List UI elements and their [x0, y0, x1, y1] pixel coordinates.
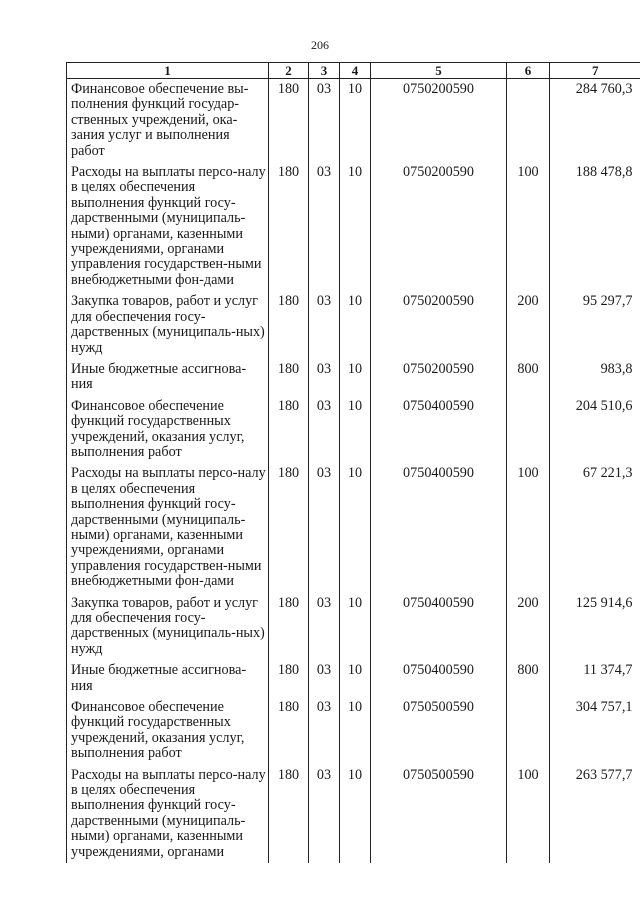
row-name-cell: Иные бюджетные ассигнова-ния: [67, 359, 269, 396]
row-code-cell: 200: [507, 593, 550, 661]
column-header: 1: [67, 63, 269, 79]
row-name-cell: Финансовое обеспечение функций государственных учреждений, оказания услуг, выполнения работ: [67, 396, 269, 464]
row-code-cell: 03: [309, 660, 340, 697]
row-name-cell: Расходы на выплаты персо-налу в целях обеспечения выполнения функций госу-дарственными (муниципаль-ными) органами, казенными учреждениями, органами управления государствен-ными внебюджетными фон-дами: [67, 162, 269, 291]
row-code-cell: 03: [309, 697, 340, 765]
row-code-cell: 03: [309, 359, 340, 396]
row-amount-cell: 284 760,3: [550, 79, 640, 163]
budget-table: [66, 62, 640, 863]
table-body: [67, 79, 640, 864]
row-code-cell: 03: [309, 396, 340, 464]
row-amount-cell: 188 478,8: [550, 162, 640, 291]
row-code-cell: 10: [340, 396, 371, 464]
row-code-cell: 180: [269, 291, 309, 359]
row-code-cell: 03: [309, 593, 340, 661]
row-amount-cell: 983,8: [550, 359, 640, 396]
page-number: 206: [311, 38, 329, 52]
row-code-cell: 180: [269, 463, 309, 592]
row-code-cell: 03: [309, 162, 340, 291]
row-code-cell: 0750400590: [371, 660, 507, 697]
row-code-cell: 100: [507, 162, 550, 291]
row-code-cell: 100: [507, 463, 550, 592]
row-code-cell: 180: [269, 697, 309, 765]
column-header: 4: [340, 63, 371, 79]
table-row: [67, 697, 640, 765]
row-code-cell: 180: [269, 660, 309, 697]
row-code-cell: 10: [340, 765, 371, 863]
table-row: [67, 765, 640, 863]
row-code-cell: 800: [507, 359, 550, 396]
row-code-cell: 180: [269, 79, 309, 163]
row-code-cell: 0750400590: [371, 593, 507, 661]
row-code-cell: 0750400590: [371, 463, 507, 592]
row-name-cell: Иные бюджетные ассигнова-ния: [67, 660, 269, 697]
row-amount-cell: 11 374,7: [550, 660, 640, 697]
row-code-cell: 10: [340, 359, 371, 396]
column-header: 5: [371, 63, 507, 79]
row-code-cell: 0750200590: [371, 359, 507, 396]
row-code-cell: 10: [340, 162, 371, 291]
row-amount-cell: 125 914,6: [550, 593, 640, 661]
table-row: [67, 660, 640, 697]
row-code-cell: 200: [507, 291, 550, 359]
row-code-cell: 03: [309, 765, 340, 863]
row-code-cell: [507, 697, 550, 765]
row-amount-cell: 304 757,1: [550, 697, 640, 765]
column-header: 6: [507, 63, 550, 79]
row-name-cell: Закупка товаров, работ и услуг для обеспечения госу-дарственных (муниципаль-ных) нужд: [67, 593, 269, 661]
row-code-cell: 03: [309, 291, 340, 359]
table-row: [67, 291, 640, 359]
row-code-cell: 0750500590: [371, 765, 507, 863]
row-code-cell: 180: [269, 765, 309, 863]
row-code-cell: 180: [269, 593, 309, 661]
table-row: [67, 593, 640, 661]
row-name-cell: Расходы на выплаты персо-налу в целях обеспечения выполнения функций госу-дарственными (муниципаль-ными) органами, казенными учреждениями, органами: [67, 765, 269, 863]
row-code-cell: 180: [269, 162, 309, 291]
table-row: [67, 396, 640, 464]
row-code-cell: 0750400590: [371, 396, 507, 464]
row-code-cell: 10: [340, 291, 371, 359]
row-code-cell: 0750200590: [371, 291, 507, 359]
row-code-cell: 10: [340, 463, 371, 592]
row-code-cell: 180: [269, 396, 309, 464]
row-code-cell: 03: [309, 79, 340, 163]
row-code-cell: 0750200590: [371, 162, 507, 291]
row-amount-cell: 95 297,7: [550, 291, 640, 359]
row-code-cell: 10: [340, 697, 371, 765]
table-row: [67, 162, 640, 291]
table-row: [67, 359, 640, 396]
column-header: 7: [550, 63, 640, 79]
row-amount-cell: 263 577,7: [550, 765, 640, 863]
row-code-cell: 10: [340, 79, 371, 163]
row-code-cell: 180: [269, 359, 309, 396]
row-code-cell: 100: [507, 765, 550, 863]
row-code-cell: 0750500590: [371, 697, 507, 765]
row-name-cell: Финансовое обеспечение вы-полнения функций государ-ственных учреждений, ока-зания услуг и выполнения работ: [67, 79, 269, 163]
row-code-cell: 10: [340, 593, 371, 661]
table-header-row: [67, 63, 640, 79]
row-amount-cell: 204 510,6: [550, 396, 640, 464]
row-amount-cell: 67 221,3: [550, 463, 640, 592]
row-name-cell: Расходы на выплаты персо-налу в целях обеспечения выполнения функций госу-дарственными (муниципаль-ными) органами, казенными учреждениями, органами управления государствен-ными внебюджетными фон-дами: [67, 463, 269, 592]
table-row: [67, 79, 640, 163]
row-code-cell: [507, 396, 550, 464]
row-code-cell: 0750200590: [371, 79, 507, 163]
row-name-cell: Финансовое обеспечение функций государственных учреждений, оказания услуг, выполнения работ: [67, 697, 269, 765]
column-header: 3: [309, 63, 340, 79]
row-code-cell: 800: [507, 660, 550, 697]
row-code-cell: 03: [309, 463, 340, 592]
column-header: 2: [269, 63, 309, 79]
table-row: [67, 463, 640, 592]
row-code-cell: 10: [340, 660, 371, 697]
row-code-cell: [507, 79, 550, 163]
row-name-cell: Закупка товаров, работ и услуг для обеспечения госу-дарственных (муниципаль-ных) нужд: [67, 291, 269, 359]
